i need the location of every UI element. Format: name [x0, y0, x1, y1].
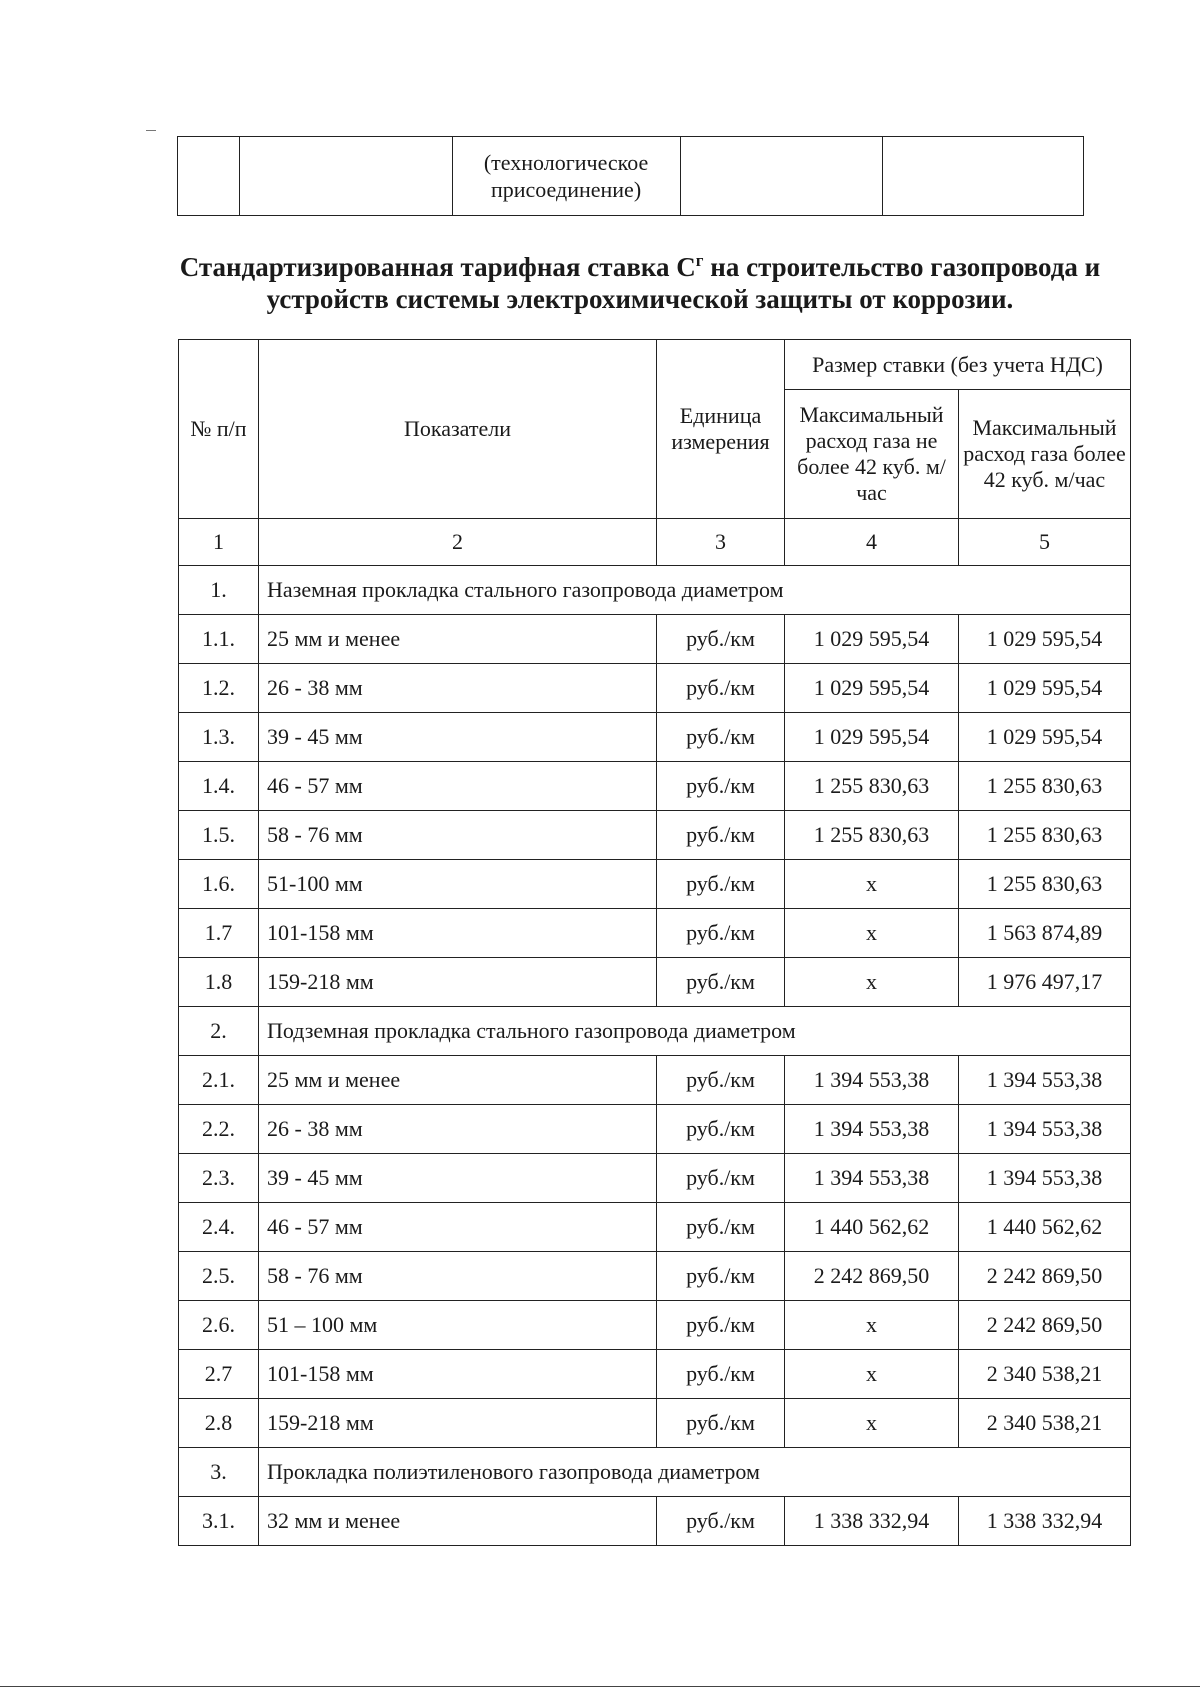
row-indicator: 25 мм и менее: [259, 1056, 657, 1105]
fragment-cell-5: [883, 137, 1084, 216]
rate-small: x: [785, 1301, 959, 1350]
title-text-after: на строительство газопровода и устройств системы электрохимической защиты от коррозии.: [266, 252, 1101, 314]
row-number: 1.5.: [179, 811, 259, 860]
table-row: [179, 811, 1131, 860]
rates-body: [179, 566, 1131, 1546]
rate-small: 1 440 562,62: [785, 1203, 959, 1252]
column-number-row: [179, 519, 1131, 566]
row-number: 2.4.: [179, 1203, 259, 1252]
rate-large: 1 029 595,54: [959, 713, 1131, 762]
header-col5: Максимальный расход газа более 42 куб. м/час: [959, 390, 1131, 519]
row-unit: руб./км: [657, 1497, 785, 1546]
rate-small: 1 029 595,54: [785, 664, 959, 713]
page-bottom-line: [0, 1686, 1200, 1687]
row-number: 2.8: [179, 1399, 259, 1448]
row-number: 1.3.: [179, 713, 259, 762]
rate-large: 1 255 830,63: [959, 762, 1131, 811]
rate-small: x: [785, 1399, 959, 1448]
rate-small: 1 394 553,38: [785, 1056, 959, 1105]
title-text-before: Стандартизированная тарифная ставка С: [179, 252, 696, 282]
section-number: 3.: [179, 1448, 259, 1497]
row-indicator: 46 - 57 мм: [259, 762, 657, 811]
rate-small: 1 029 595,54: [785, 615, 959, 664]
row-unit: руб./км: [657, 1056, 785, 1105]
fragment-cell-1: [178, 137, 240, 216]
rate-large: 1 255 830,63: [959, 860, 1131, 909]
rate-small: 1 255 830,63: [785, 762, 959, 811]
row-indicator: 101-158 мм: [259, 1350, 657, 1399]
section-number: 1.: [179, 566, 259, 615]
row-unit: руб./км: [657, 664, 785, 713]
row-number: 2.3.: [179, 1154, 259, 1203]
rate-large: 1 394 553,38: [959, 1105, 1131, 1154]
rate-large: 1 394 553,38: [959, 1056, 1131, 1105]
row-number: 3.1.: [179, 1497, 259, 1546]
table-row: [179, 860, 1131, 909]
header-row-group: [179, 340, 1131, 390]
section-title: Наземная прокладка стального газопровода диаметром: [259, 566, 1131, 615]
section-title: Подземная прокладка стального газопровода диаметром: [259, 1007, 1131, 1056]
rate-small: 1 394 553,38: [785, 1154, 959, 1203]
rate-small: 1 338 332,94: [785, 1497, 959, 1546]
rate-small: 1 394 553,38: [785, 1105, 959, 1154]
rate-large: 1 394 553,38: [959, 1154, 1131, 1203]
row-unit: руб./км: [657, 958, 785, 1007]
row-number: 1.8: [179, 958, 259, 1007]
row-indicator: 39 - 45 мм: [259, 713, 657, 762]
rate-small: x: [785, 909, 959, 958]
column-number: 2: [259, 519, 657, 566]
rate-large: 1 255 830,63: [959, 811, 1131, 860]
table-row: [179, 615, 1131, 664]
column-number: 4: [785, 519, 959, 566]
header-unit: Единица измерения: [657, 340, 785, 519]
fragment-row: [178, 137, 1084, 216]
row-number: 1.1.: [179, 615, 259, 664]
rate-large: 1 338 332,94: [959, 1497, 1131, 1546]
row-unit: руб./км: [657, 811, 785, 860]
row-unit: руб./км: [657, 1350, 785, 1399]
document-title: [150, 245, 1130, 315]
table-row: [179, 762, 1131, 811]
row-indicator: 51 – 100 мм: [259, 1301, 657, 1350]
rate-large: 1 029 595,54: [959, 664, 1131, 713]
fragment-cell-4: [680, 137, 883, 216]
row-indicator: 26 - 38 мм: [259, 664, 657, 713]
row-unit: руб./км: [657, 615, 785, 664]
header-indicators: Показатели: [259, 340, 657, 519]
row-number: 2.1.: [179, 1056, 259, 1105]
table-row: [179, 1399, 1131, 1448]
rate-small: 2 242 869,50: [785, 1252, 959, 1301]
rate-small: x: [785, 860, 959, 909]
column-number: 5: [959, 519, 1131, 566]
row-number: 1.4.: [179, 762, 259, 811]
row-unit: руб./км: [657, 713, 785, 762]
section-row: [179, 1448, 1131, 1497]
table-row: [179, 1497, 1131, 1546]
row-indicator: 101-158 мм: [259, 909, 657, 958]
header-num: № п/п: [179, 340, 259, 519]
row-number: 2.6.: [179, 1301, 259, 1350]
row-indicator: 159-218 мм: [259, 958, 657, 1007]
rate-large: 2 242 869,50: [959, 1252, 1131, 1301]
table-row: [179, 1105, 1131, 1154]
previous-table-fragment: [177, 136, 1084, 216]
row-unit: руб./км: [657, 1301, 785, 1350]
table-row: [179, 1252, 1131, 1301]
rate-large: 1 029 595,54: [959, 615, 1131, 664]
rate-large: 1 440 562,62: [959, 1203, 1131, 1252]
row-indicator: 46 - 57 мм: [259, 1203, 657, 1252]
section-number: 2.: [179, 1007, 259, 1056]
header-col4: Максимальный расход газа не более 42 куб. м/час: [785, 390, 959, 519]
row-unit: руб./км: [657, 860, 785, 909]
row-unit: руб./км: [657, 909, 785, 958]
row-number: 1.7: [179, 909, 259, 958]
table-row: [179, 1301, 1131, 1350]
row-unit: руб./км: [657, 1252, 785, 1301]
column-number: 1: [179, 519, 259, 566]
row-unit: руб./км: [657, 1399, 785, 1448]
rate-large: 2 340 538,21: [959, 1399, 1131, 1448]
section-row: [179, 1007, 1131, 1056]
rate-large: 2 340 538,21: [959, 1350, 1131, 1399]
rate-large: 2 242 869,50: [959, 1301, 1131, 1350]
title-superscript: г: [695, 251, 704, 270]
header-rate-group: Размер ставки (без учета НДС): [785, 340, 1131, 390]
row-indicator: 51-100 мм: [259, 860, 657, 909]
row-unit: руб./км: [657, 1203, 785, 1252]
table-row: [179, 1203, 1131, 1252]
table-row: [179, 1056, 1131, 1105]
row-number: 2.2.: [179, 1105, 259, 1154]
margin-tick: [146, 130, 156, 131]
rate-large: 1 976 497,17: [959, 958, 1131, 1007]
rate-small: 1 029 595,54: [785, 713, 959, 762]
section-title: Прокладка полиэтиленового газопровода диаметром: [259, 1448, 1131, 1497]
rate-small: x: [785, 958, 959, 1007]
row-number: 1.6.: [179, 860, 259, 909]
table-row: [179, 1350, 1131, 1399]
column-number: 3: [657, 519, 785, 566]
rate-large: 1 563 874,89: [959, 909, 1131, 958]
row-number: 2.7: [179, 1350, 259, 1399]
row-number: 2.5.: [179, 1252, 259, 1301]
rate-small: 1 255 830,63: [785, 811, 959, 860]
fragment-cell-2: [239, 137, 452, 216]
row-indicator: 32 мм и менее: [259, 1497, 657, 1546]
row-indicator: 26 - 38 мм: [259, 1105, 657, 1154]
row-indicator: 159-218 мм: [259, 1399, 657, 1448]
row-unit: руб./км: [657, 762, 785, 811]
row-indicator: 39 - 45 мм: [259, 1154, 657, 1203]
table-row: [179, 1154, 1131, 1203]
section-row: [179, 566, 1131, 615]
row-number: 1.2.: [179, 664, 259, 713]
row-unit: руб./км: [657, 1154, 785, 1203]
row-indicator: 58 - 76 мм: [259, 811, 657, 860]
rate-small: x: [785, 1350, 959, 1399]
table-row: [179, 958, 1131, 1007]
row-unit: руб./км: [657, 1105, 785, 1154]
fragment-cell-3: (технологическое присоединение): [452, 137, 680, 216]
table-row: [179, 909, 1131, 958]
row-indicator: 58 - 76 мм: [259, 1252, 657, 1301]
tariff-rates-table: [178, 339, 1131, 1546]
table-row: [179, 664, 1131, 713]
row-indicator: 25 мм и менее: [259, 615, 657, 664]
table-row: [179, 713, 1131, 762]
